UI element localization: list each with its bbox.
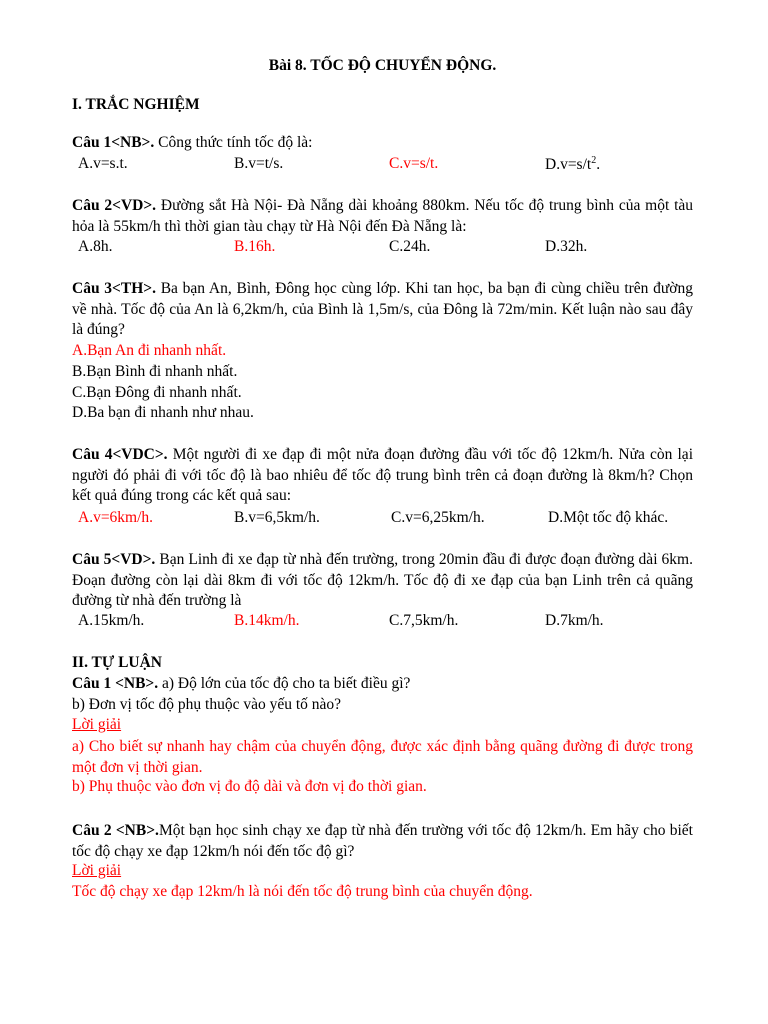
question-1-text: Công thức tính tốc độ là:: [154, 134, 313, 151]
question-5-option-d: D.7km/h.: [545, 612, 604, 629]
question-4-label: Câu 4<VDC>.: [72, 446, 168, 463]
question-4-option-a-correct: A.v=6km/h.: [78, 509, 154, 526]
question-5-option-c: C.7,5km/h.: [389, 612, 459, 629]
question-2-option-b-correct: B.16h.: [234, 238, 276, 255]
essay-question-1-label: Câu 1 <NB>.: [72, 675, 159, 692]
question-3-option-c: C.Bạn Đông đi nhanh nhất.: [72, 384, 242, 401]
question-4-option-c: C.v=6,25km/h.: [391, 509, 485, 526]
essay-1-answer-a: a) Cho biết sự nhanh hay chậm của chuyển động, được xác định bằng quãng đường đi được trong một đơn vị thời gian.: [72, 738, 693, 776]
section-multiple-choice-heading: I. TRẮC NGHIỆM: [72, 96, 200, 113]
question-2-label: Câu 2<VD>.: [72, 197, 157, 214]
question-5-text: Bạn Linh đi xe đạp từ nhà đến trường, trong 20min đầu đi được đoạn đường dài 6km. Đoạn đường còn lại dài 8km đi với tốc độ 12km/h. Tốc độ đi xe đạp của bạn Linh trên cả quãng đường từ nhà đến trường là: [72, 551, 693, 610]
section-essay-heading: II. TỰ LUẬN: [72, 654, 163, 671]
question-4-option-b: B.v=6,5km/h.: [234, 509, 320, 526]
question-3-option-b: B.Bạn Bình đi nhanh nhất.: [72, 363, 238, 380]
question-3-label: Câu 3<TH>.: [72, 280, 156, 297]
question-1-option-a: A.v=s.t.: [78, 155, 128, 172]
question-3-option-a-correct: A.Bạn An đi nhanh nhất.: [72, 342, 227, 359]
question-5-label: Câu 5<VD>.: [72, 551, 156, 568]
question-2-text: Đường sắt Hà Nội- Đà Nẵng dài khoảng 880km. Nếu tốc độ trung bình của một tàu hỏa là 55km/h thì thời gian tàu chạy từ Hà Nội đến Đà Nẵng là:: [72, 197, 694, 235]
essay-2-solution-label: Lời giải: [72, 862, 122, 879]
question-3-option-d: D.Ba bạn đi nhanh như nhau.: [72, 404, 254, 421]
question-1-option-d: [545, 155, 600, 174]
essay-question-1-part-b: b) Đơn vị tốc độ phụ thuộc vào yếu tố nào?: [72, 696, 342, 713]
essay-question-2-label: Câu 2 <NB>.: [72, 822, 159, 839]
question-4: [72, 445, 693, 507]
question-1-option-d-exponent: 2: [591, 155, 597, 166]
question-2-option-d: D.32h.: [545, 238, 588, 255]
question-2: [72, 196, 693, 237]
question-5: [72, 550, 693, 612]
question-3-text: Ba bạn An, Bình, Đông học cùng lớp. Khi tan học, ba bạn đi cùng chiều trên đường về nhà. Tốc độ của An là 6,2km/h, của Bình là 1,5m/s, của Đông là 72m/min. Kết luận nào sau đây là đúng?: [72, 280, 693, 339]
question-1-option-d-text: D.v=s/t: [545, 156, 592, 174]
question-1-option-b: B.v=t/s.: [234, 155, 284, 172]
question-1-option-c-correct: C.v=s/t.: [389, 155, 439, 172]
essay-question-2: [72, 821, 693, 862]
question-3: [72, 279, 693, 341]
essay-1-answer-b: b) Phụ thuộc vào đơn vị đo độ dài và đơn vị đo thời gian.: [72, 778, 427, 795]
question-1-label: Câu 1<NB>.: [72, 134, 155, 151]
question-2-option-a: A.8h.: [78, 238, 113, 255]
question-4-text: Một người đi xe đạp đi một nửa đoạn đường đầu với tốc độ 12km/h. Nửa còn lại người đó phải đi với tốc độ là bao nhiêu để tốc độ trung bình trên cả đoạn đường là 8km/h? Chọn kết quả đúng trong các kết quả sau:: [72, 446, 693, 505]
question-5-option-b-correct: B.14km/h.: [234, 612, 300, 629]
essay-1-solution-label: Lời giải: [72, 716, 122, 733]
essay-2-answer: Tốc độ chạy xe đạp 12km/h là nói đến tốc độ trung bình của chuyển động.: [72, 883, 533, 900]
essay-question-1-part-a: a) Độ lớn của tốc độ cho ta biết điều gì?: [158, 675, 411, 692]
question-1: [72, 134, 312, 152]
question-4-option-d: D.Một tốc độ khác.: [548, 509, 669, 526]
essay-question-1: [72, 675, 410, 693]
lesson-title: Bài 8. TỐC ĐỘ CHUYỂN ĐỘNG.: [268, 57, 497, 74]
question-5-option-a: A.15km/h.: [78, 612, 145, 629]
question-2-option-c: C.24h.: [389, 238, 431, 255]
essay-question-2-text: Một bạn học sinh chạy xe đạp từ nhà đến trường với tốc độ 12km/h. Em hãy cho biết tốc độ chạy xe đạp 12km/h nói đến tốc độ gì?: [72, 822, 693, 860]
question-1-option-d-tail: .: [596, 156, 601, 174]
